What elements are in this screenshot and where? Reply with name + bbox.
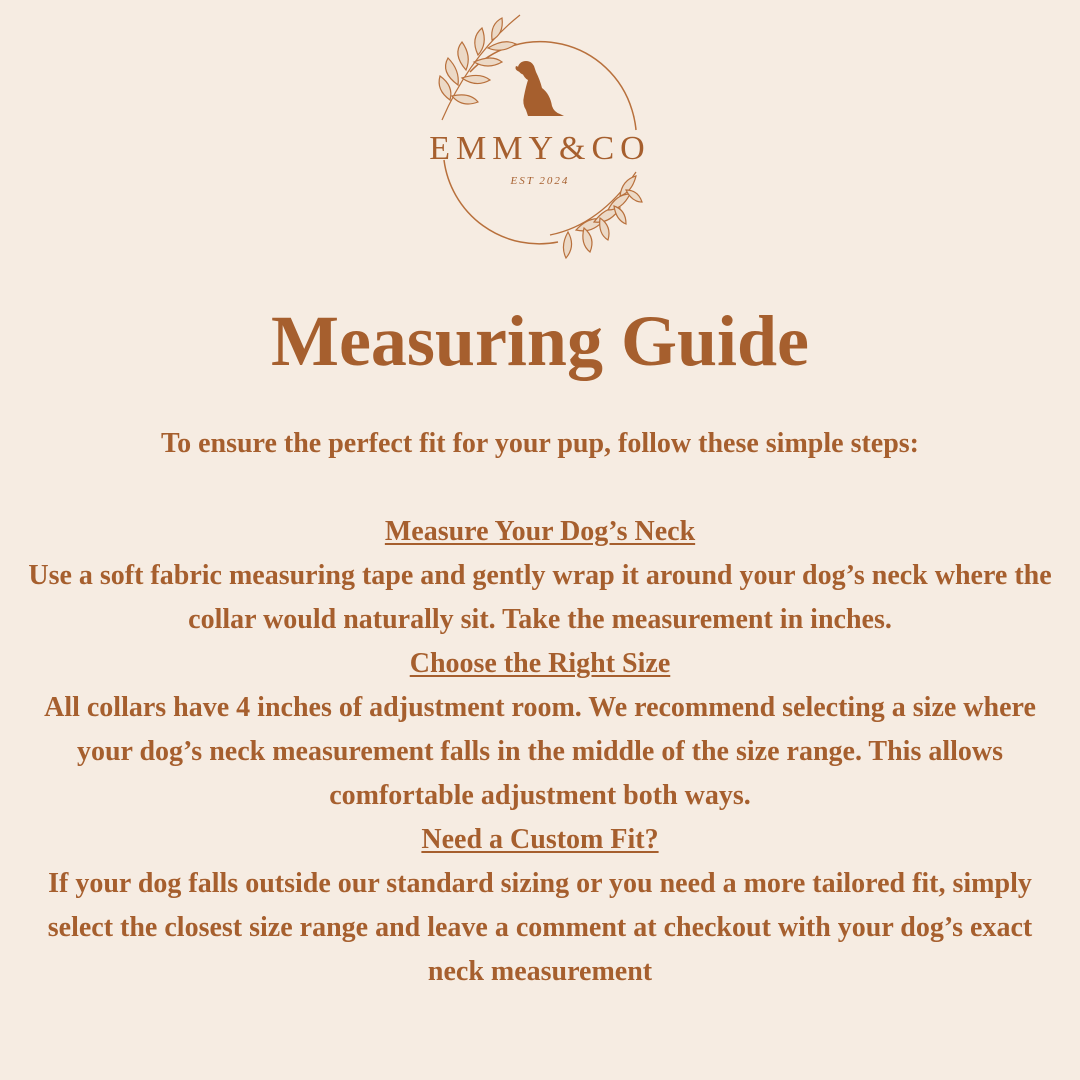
section-heading: Measure Your Dog’s Neck [384,516,696,547]
section-body: If your dog falls outside our standard sizing or you need a more tailored fit, simply select the closest size range and leave a comment at checkout with your dog’s exact neck measurement [47,868,1033,987]
section-body: All collars have 4 inches of adjustment room. We recommend selecting a size where your dog’s neck measurement falls in the middle of the size range. This allows comfortable adjustment both ways. [44,692,1036,811]
brand-name: EMMY&CO [429,130,651,167]
intro-text: To ensure the perfect fit for your pup, follow these simple steps: [160,428,920,459]
brand-established: EST 2024 [510,175,570,187]
section-choose-size [20,642,1060,818]
dog-icon [516,61,565,116]
brand-logo [400,10,680,265]
section-body: Use a soft fabric measuring tape and gently wrap it around your dog’s neck where the collar would naturally sit. Take the measurement in inches. [28,560,1052,635]
section-heading: Choose the Right Size [409,648,671,679]
section-custom-fit [20,818,1060,994]
guide-content [20,422,1060,994]
leaf-branch-top-icon [439,15,520,120]
section-measure-neck [20,510,1060,642]
section-heading: Need a Custom Fit? [421,824,659,855]
page-title: Measuring Guide [270,301,810,381]
